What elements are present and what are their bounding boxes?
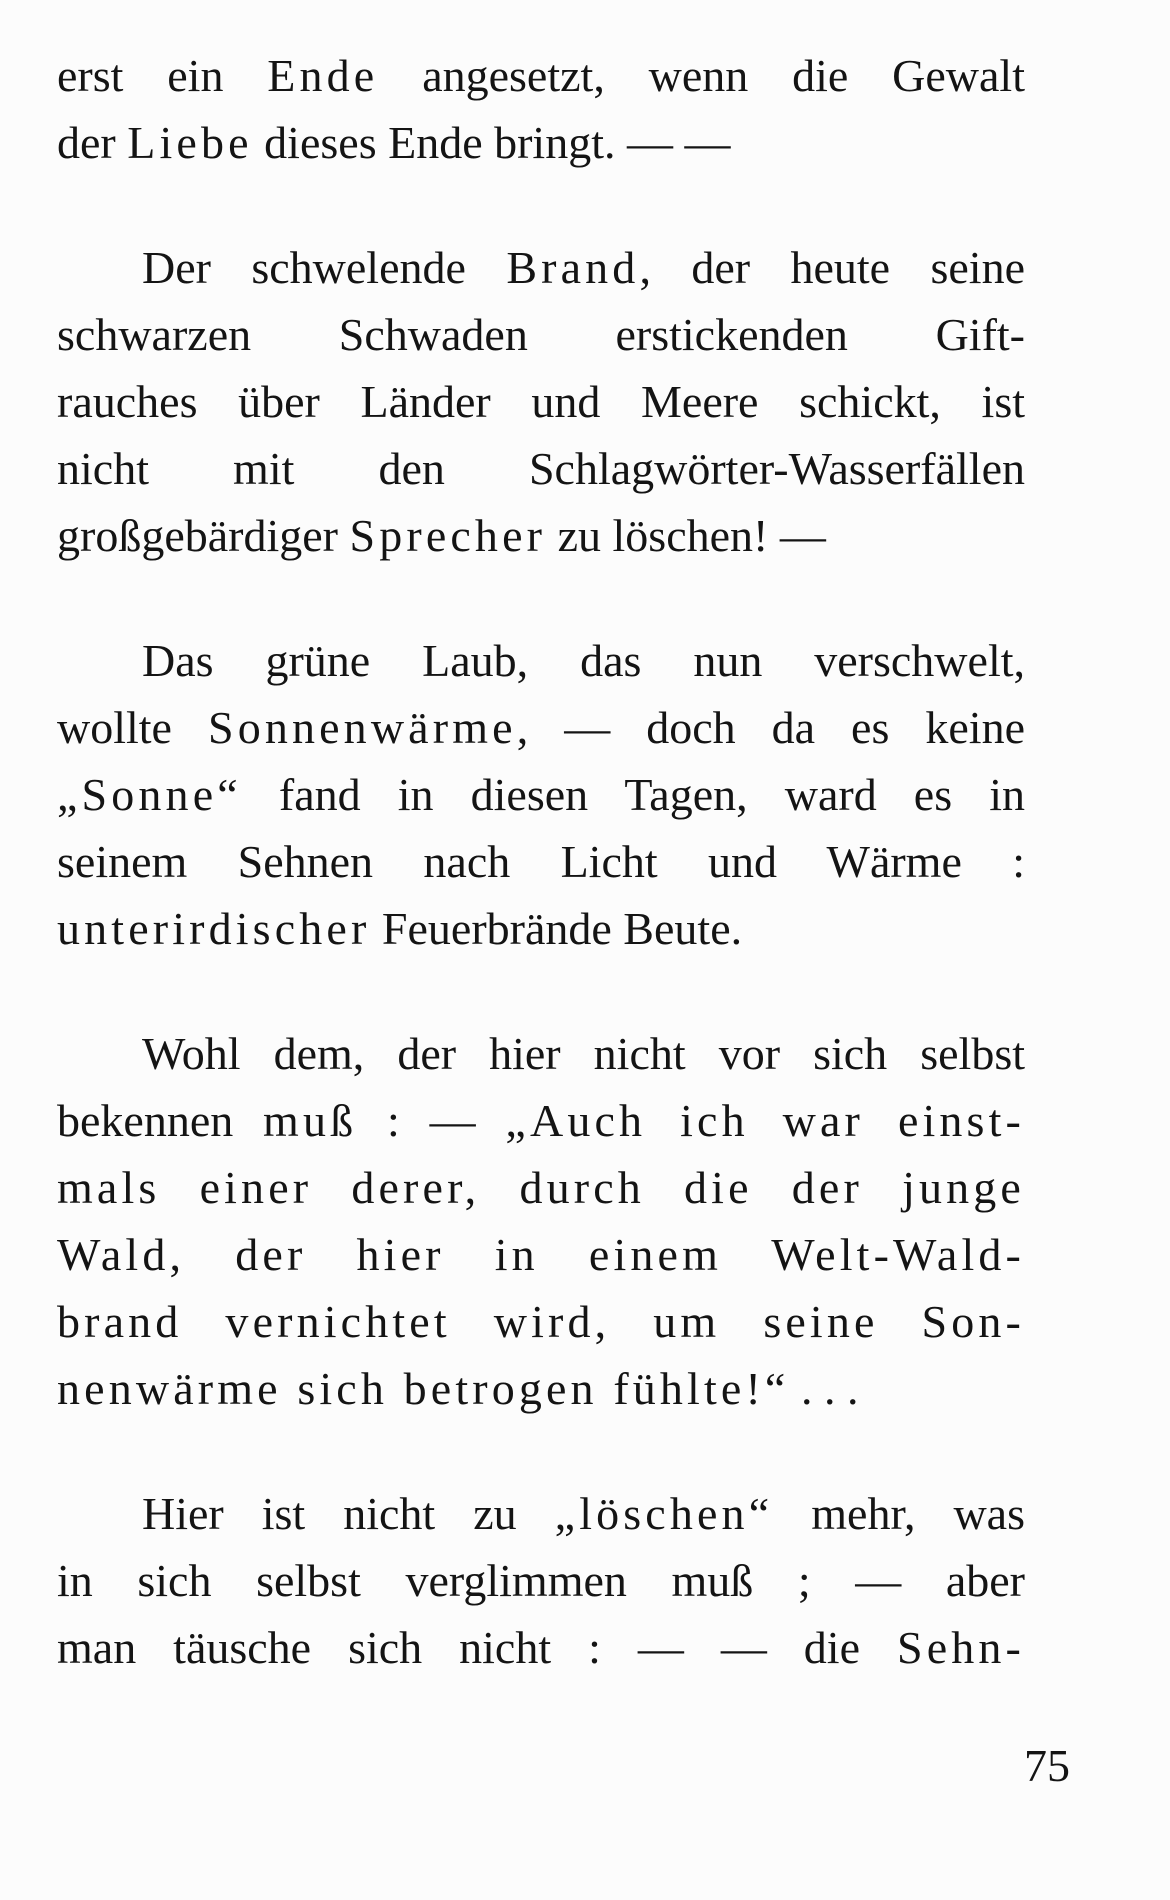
emphasized-text: Sehn-: [896, 1622, 1025, 1673]
text-segment: in sich selbst verglimmen muß ; — aber: [57, 1555, 1025, 1606]
emphasized-text: mals einer derer, durch die der junge: [57, 1162, 1025, 1213]
emphasized-text: Brand: [506, 242, 640, 293]
text-segment: Hier ist nicht zu: [142, 1488, 555, 1539]
text-segment: : —: [357, 1095, 506, 1146]
text-segment: wollte: [57, 702, 208, 753]
text-line: [57, 761, 1025, 828]
text-segment: der: [57, 117, 128, 168]
text-segment: seinem Sehnen nach Licht und Wärme :: [57, 836, 1025, 887]
paragraph: [57, 234, 1025, 569]
paragraph: [57, 1020, 1025, 1422]
text-line: [57, 109, 1025, 176]
emphasized-text: „Auch ich war einst-: [505, 1095, 1025, 1146]
text-line: [57, 1480, 1025, 1547]
emphasized-text: nenwärme sich betrogen fühlte!“: [57, 1363, 790, 1414]
text-line: [57, 234, 1025, 301]
text-line: [57, 1087, 1025, 1154]
text-segment: Das grüne Laub, das nun verschwelt,: [142, 635, 1025, 686]
emphasized-text: Sonnenwärme: [207, 702, 517, 753]
text-segment: fand in diesen Tagen, ward es in: [241, 769, 1025, 820]
text-segment: , der heute seine: [639, 242, 1025, 293]
text-line: [57, 502, 1025, 569]
text-segment: rauches über Länder und Meere schickt, ist: [57, 376, 1025, 427]
text-segment: großgebärdiger: [57, 510, 350, 561]
text-line: [57, 368, 1025, 435]
paragraph: [57, 42, 1025, 176]
text-segment: mehr, was: [773, 1488, 1025, 1539]
text-segment: , — doch da es keine: [516, 702, 1025, 753]
text-segment: angesetzt, wenn die Gewalt: [378, 50, 1025, 101]
emphasized-text: Wald, der hier in einem Welt-Wald-: [57, 1229, 1025, 1280]
text-line: [57, 1154, 1025, 1221]
emphasized-text: muß: [263, 1095, 358, 1146]
text-line: [57, 1614, 1025, 1681]
text-line: [57, 301, 1025, 368]
text-line: [57, 1288, 1025, 1355]
text-line: [57, 1221, 1025, 1288]
text-segment: Der schwelende: [142, 242, 507, 293]
emphasized-text: Liebe: [127, 117, 253, 168]
emphasized-text: brand vernichtet wird, um seine Son-: [57, 1296, 1025, 1347]
text-segment: Feuerbrände Beute.: [370, 903, 743, 954]
page-number: 75: [1024, 1740, 1070, 1791]
text-segment: bekennen: [57, 1095, 264, 1146]
text-line: [57, 828, 1025, 895]
emphasized-text: „Sonne“: [57, 769, 242, 820]
emphasized-text: Sprecher: [349, 510, 547, 561]
text-segment: man täusche sich nicht : — — die: [57, 1622, 897, 1673]
text-line: [57, 627, 1025, 694]
text-line: [57, 694, 1025, 761]
emphasized-text: „löschen“: [554, 1488, 774, 1539]
text-segment: zu löschen! —: [546, 510, 826, 561]
emphasized-text: unterirdischer: [57, 903, 371, 954]
paragraph: [57, 627, 1025, 962]
text-segment: nicht mit den Schlagwörter-Wasserfällen: [57, 443, 1025, 494]
text-line: [57, 1020, 1025, 1087]
text-segment: dieses Ende bringt. — —: [252, 117, 731, 168]
text-segment: Wohl dem, der hier nicht vor sich selbst: [142, 1028, 1025, 1079]
text-line: [57, 1355, 1025, 1422]
text-line: [57, 435, 1025, 502]
text-line: [57, 42, 1025, 109]
paragraph: [57, 1480, 1025, 1681]
text-segment: . . .: [789, 1363, 859, 1414]
text-segment: erst ein: [57, 50, 268, 101]
text-line: [57, 895, 1025, 962]
text-segment: schwarzen Schwaden erstickenden Gift-: [57, 309, 1025, 360]
text-line: [57, 1547, 1025, 1614]
emphasized-text: Ende: [267, 50, 379, 101]
